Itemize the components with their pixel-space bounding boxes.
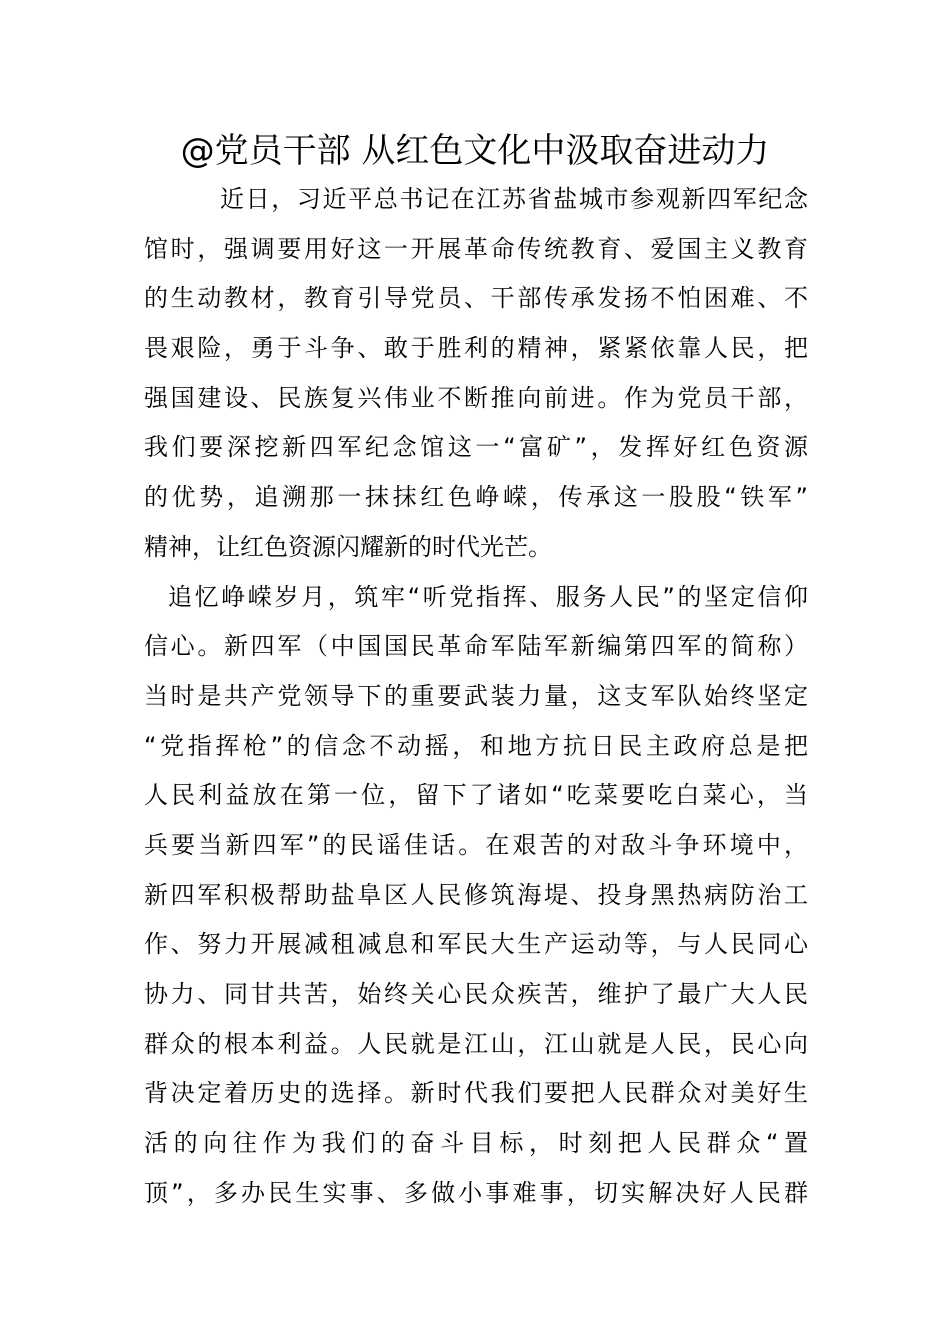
text-line: 近日，习近平总书记在江苏省盐城市参观新四军纪念 [220, 185, 808, 213]
text-line: 作、努力开展减租减息和军民大生产运动等，与人民同心 [144, 930, 808, 959]
text-line: 群众的根本利益。人民就是江山，江山就是人民，民心向 [144, 1029, 808, 1058]
text-line: 的生动教材，教育引导党员、干部传承发扬不怕困难、不 [144, 284, 808, 313]
text-line: 馆时，强调要用好这一开展革命传统教育、爱国主义教育 [144, 234, 808, 263]
text-line: 精神，让红色资源闪耀新的时代光芒。 [144, 532, 552, 561]
text-line: 信心。新四军（中国国民革命军陆军新编第四军的简称） [144, 632, 808, 661]
text-line: 强国建设、民族复兴伟业不断推向前进。作为党员干部， [144, 383, 808, 412]
text-line: 背决定着历史的选择。新时代我们要把人民群众对美好生 [144, 1079, 808, 1108]
text-line: 协力、同甘共苦，始终关心民众疾苦，维护了最广大人民 [144, 980, 808, 1008]
text-line: 活的向往作为我们的奋斗目标，时刻把人民群众“置 [144, 1129, 808, 1158]
text-line: 新四军积极帮助盐阜区人民修筑海堤、投身黑热病防治工 [144, 880, 808, 909]
text-line: 我们要深挖新四军纪念馆这一“富矿”，发挥好红色资源 [144, 433, 808, 462]
paragraph-1 [144, 175, 808, 573]
document-title: @党员干部 从红色文化中汲取奋进动力 [180, 131, 770, 171]
text-line: 顶”，多办民生实事、多做小事难事，切实解决好人民群 [144, 1178, 808, 1207]
paragraph-2 [144, 573, 808, 1219]
text-line: 当时是共产党领导下的重要武装力量，这支军队始终坚定 [144, 681, 808, 710]
text-line: 兵要当新四军”的民谣佳话。在艰苦的对敌斗争环境中， [144, 830, 808, 859]
text-line: “党指挥枪”的信念不动摇，和地方抗日民主政府总是把 [144, 731, 808, 760]
document-body [144, 175, 808, 1218]
text-line: 人民利益放在第一位，留下了诸如“吃菜要吃白菜心，当 [144, 781, 808, 810]
text-line: 畏艰险，勇于斗争、敢于胜利的精神，紧紧依靠人民，把 [144, 334, 808, 363]
text-line: 的优势，追溯那一抹抹红色峥嵘，传承这一股股“铁军” [144, 483, 808, 512]
text-line: 追忆峥嵘岁月，筑牢“听党指挥、服务人民”的坚定信仰 [168, 582, 808, 611]
